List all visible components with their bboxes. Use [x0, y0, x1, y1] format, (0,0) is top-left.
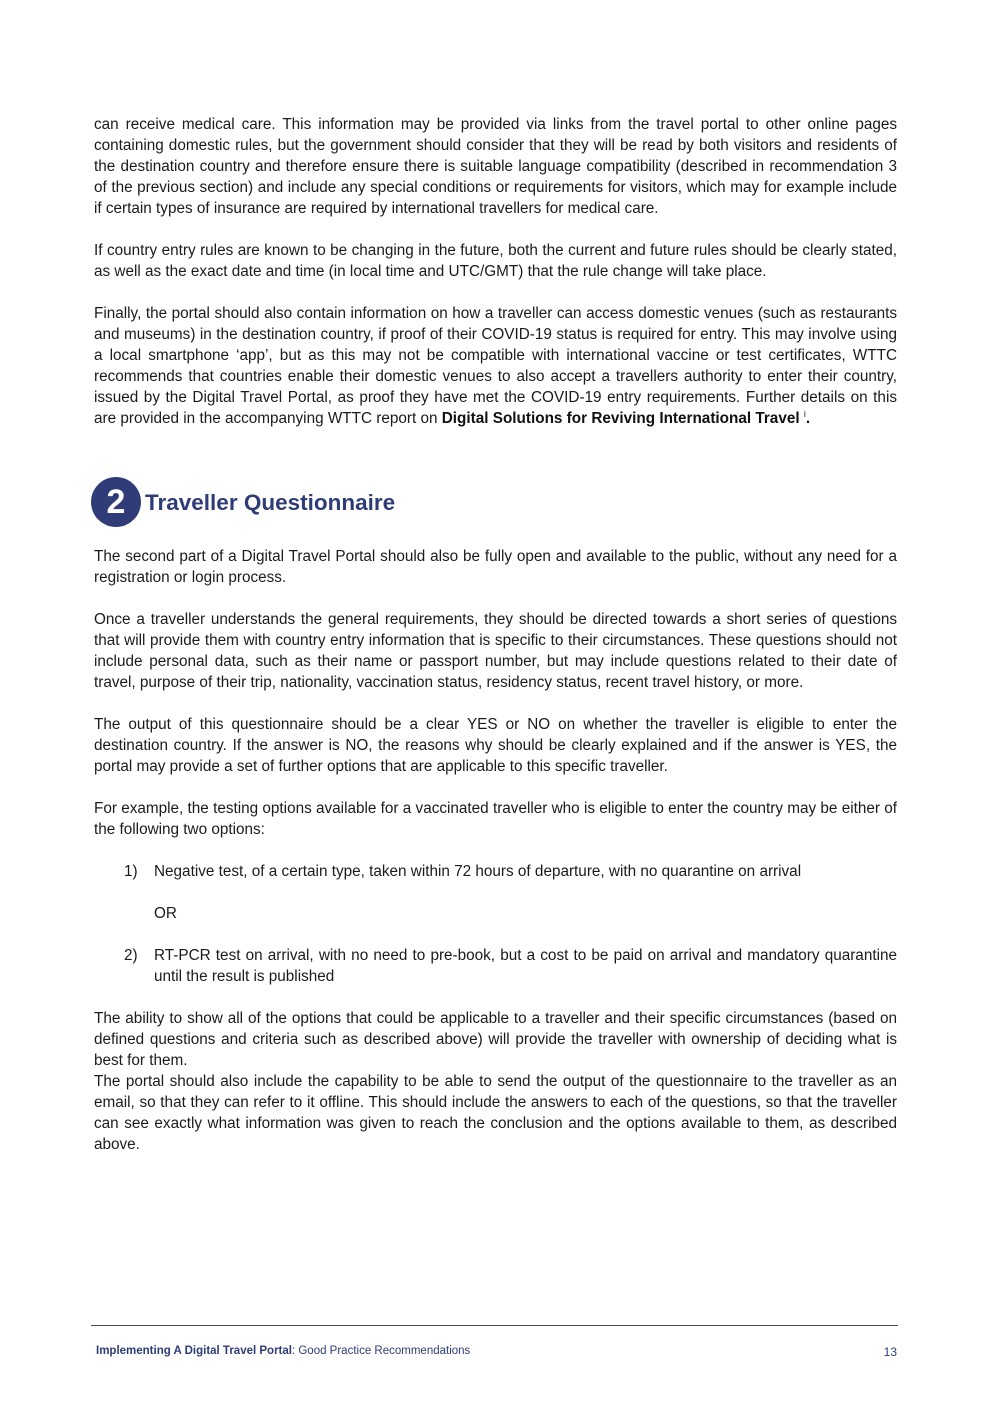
or-separator: OR — [154, 905, 177, 922]
footer-divider — [91, 1325, 898, 1326]
paragraph-entry-rules: If country entry rules are known to be changing in the future, both the current and future rules should be clearly stated, as well as the exact date and time (in local time and UTC/GMT) that the rule change will take place. — [94, 242, 897, 280]
list-item-text: Negative test, of a certain type, taken within 72 hours of departure, with no quarantine on arrival — [154, 863, 802, 880]
paragraph-output: The output of this questionnaire should be a clear YES or NO on whether the traveller is eligible to enter the destination country. If the answer is NO, the reasons why should be clearly explained and if the answer is YES, the portal may provide a set of further options that are applicable to this specific traveller. — [94, 716, 897, 775]
paragraph-medical-care: can receive medical care. This information may be provided via links from the travel portal to other online pages containing domestic rules, but the government should consider that they will be read by both visitors and residents of the destination country and therefore ensure there is suitable language compatibility (described in recommendation 3 of the previous section) and include any special conditions or requirements for visitors, which may for example include if certain types of insurance are required by international travellers for medical care. — [94, 116, 897, 217]
page-number: 13 — [883, 1345, 897, 1359]
page-content — [94, 114, 897, 1176]
paragraph-questions: Once a traveller understands the general requirements, they should be directed towards a short series of questions that will provide them with country entry information that is specific to their circumstances. These questions should not include personal data, such as their name or passport number, but may include questions related to their date of travel, purpose of their trip, nationality, vaccination status, residency status, recent travel history, or more. — [94, 611, 897, 691]
list-item — [94, 945, 897, 987]
section-number-badge: 2 — [91, 477, 141, 527]
paragraph-domestic-venues — [94, 303, 897, 429]
footer-title — [96, 1345, 470, 1357]
endnote-marker: i — [803, 408, 806, 419]
list-item-text: RT-PCR test on arrival, with no need to pre-book, but a cost to be paid on arrival and mandatory quarantine until the result is published — [154, 947, 897, 985]
options-list — [94, 861, 897, 987]
paragraph-email-output: The portal should also include the capability to be able to send the output of the questionnaire to the traveller as an email, so that they can refer to it offline. This should include the answers to each of the questions, so that the traveller can see exactly what information was given to reach the conclusion and the options available to them, as described above. — [94, 1073, 897, 1153]
paragraph-domestic-venues-text: Finally, the portal should also contain information on how a traveller can access domestic venues (such as restaurants and museums) in the destination country, if proof of their COVID-19 status is required for entry. This may involve using a local smartphone ‘app’, but as this may not be compatible with international vaccine or test certificates, WTTC recommends that countries enable their domestic venues to also accept a travellers authority to enter their country, issued by the Digital Travel Portal, as proof they have met the COVID-19 entry requirements. Further details on this are provided in the accompanying WTTC report on — [94, 305, 897, 427]
list-item-number: 2) — [124, 947, 138, 964]
paragraph-end-punct: . — [805, 410, 811, 427]
paragraph-example: For example, the testing options available for a vaccinated traveller who is eligible to enter the country may be either of the following two options: — [94, 800, 897, 838]
paragraph-second-part: The second part of a Digital Travel Portal should also be fully open and available to the public, without any need for a registration or login process. — [94, 548, 897, 586]
report-title-link: Digital Solutions for Reviving International Travel — [441, 410, 800, 427]
list-item-number: 1) — [124, 863, 138, 880]
page-footer — [96, 1345, 897, 1357]
list-item — [94, 861, 897, 882]
footer-title-rest: : Good Practice Recommendations — [291, 1345, 471, 1357]
paragraph-ownership: The ability to show all of the options that could be applicable to a traveller and their specific circumstances (based on defined questions and criteria such as described above) will provide the traveller with ownership of deciding what is best for them. — [94, 1010, 897, 1069]
section-header — [94, 477, 897, 531]
section-title: Traveller Questionnaire — [145, 490, 396, 515]
footer-title-bold: Implementing A Digital Travel Portal — [96, 1345, 292, 1357]
